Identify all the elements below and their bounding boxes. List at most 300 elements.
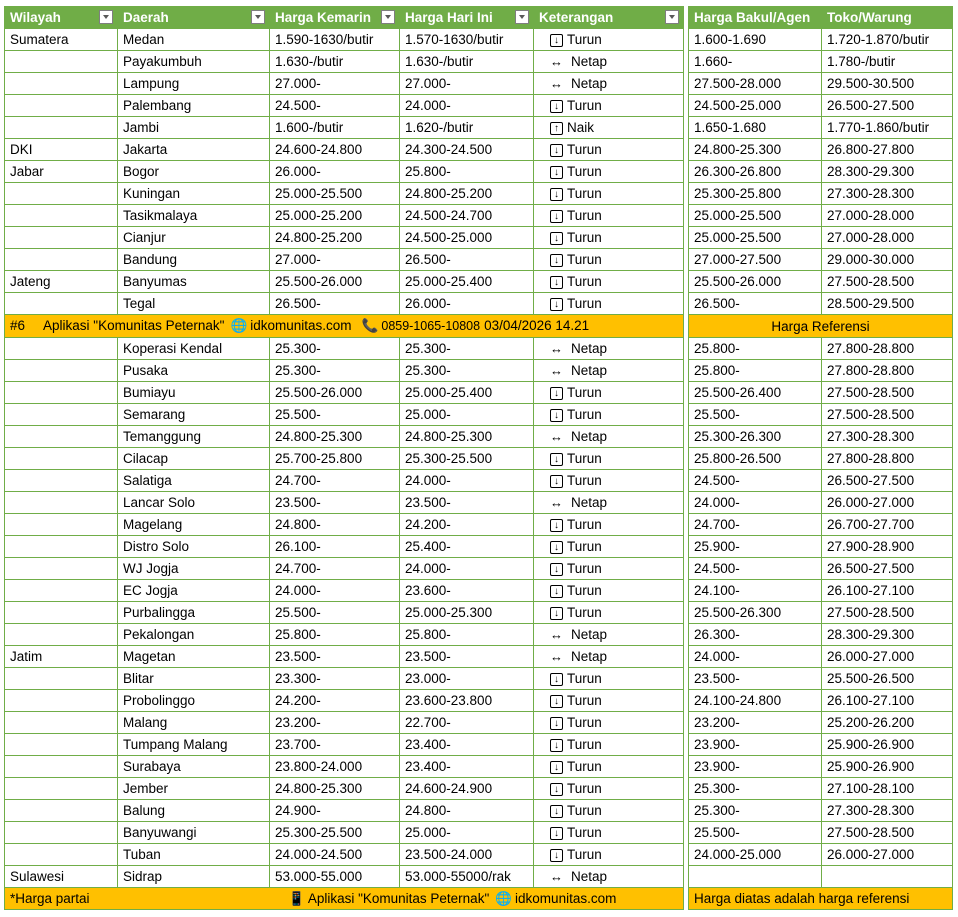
keterangan-label: Turun [567, 715, 602, 730]
cell-wilayah[interactable] [5, 249, 118, 271]
cell-daerah[interactable]: Balung [118, 800, 270, 822]
cell-keterangan[interactable] [534, 646, 684, 668]
cell-harga-kemarin[interactable]: 24.700- [270, 558, 400, 580]
cell-daerah[interactable]: Bogor [118, 161, 270, 183]
cell-toko-warung[interactable]: 26.500-27.500 [822, 95, 953, 117]
cell-keterangan[interactable] [534, 227, 684, 249]
cell-harga-hari-ini[interactable]: 25.800- [400, 624, 534, 646]
cell-harga-bakul[interactable]: 25.500-26.000 [689, 271, 822, 293]
cell-harga-bakul[interactable]: 25.000-25.500 [689, 205, 822, 227]
cell-toko-warung[interactable]: 27.300-28.300 [822, 800, 953, 822]
cell-harga-bakul[interactable]: 26.300- [689, 624, 822, 646]
cell-harga-bakul[interactable]: 24.500- [689, 558, 822, 580]
cell-harga-kemarin[interactable]: 23.200- [270, 712, 400, 734]
cell-daerah[interactable]: EC Jogja [118, 580, 270, 602]
cell-wilayah[interactable] [5, 800, 118, 822]
cell-harga-bakul[interactable]: 23.900- [689, 756, 822, 778]
cell-keterangan[interactable] [534, 29, 684, 51]
cell-harga-kemarin[interactable]: 27.000- [270, 73, 400, 95]
cell-harga-bakul[interactable]: 25.300- [689, 800, 822, 822]
cell-daerah[interactable]: WJ Jogja [118, 558, 270, 580]
cell-keterangan[interactable] [534, 514, 684, 536]
cell-wilayah[interactable]: Jabar [5, 161, 118, 183]
cell-toko-warung[interactable]: 1.780-/butir [822, 51, 953, 73]
cell-keterangan[interactable] [534, 778, 684, 800]
cell-harga-hari-ini[interactable]: 23.500- [400, 492, 534, 514]
cell-harga-bakul[interactable]: 25.500-26.400 [689, 382, 822, 404]
cell-wilayah[interactable] [5, 448, 118, 470]
cell-keterangan[interactable] [534, 624, 684, 646]
cell-keterangan[interactable] [534, 756, 684, 778]
cell-harga-hari-ini[interactable]: 23.600- [400, 580, 534, 602]
cell-daerah[interactable]: Malang [118, 712, 270, 734]
cell-wilayah[interactable] [5, 712, 118, 734]
cell-wilayah[interactable] [5, 602, 118, 624]
cell-keterangan[interactable] [534, 492, 684, 514]
cell-harga-kemarin[interactable]: 25.700-25.800 [270, 448, 400, 470]
column-header-keterangan: Keterangan [534, 7, 684, 29]
footer-website-link[interactable]: idkomunitas.com [515, 891, 617, 906]
cell-harga-kemarin[interactable]: 24.800-25.200 [270, 227, 400, 249]
cell-harga-hari-ini[interactable]: 27.000- [400, 73, 534, 95]
cell-harga-bakul[interactable]: 1.660- [689, 51, 822, 73]
cell-wilayah[interactable] [5, 183, 118, 205]
cell-toko-warung[interactable]: 29.500-30.500 [822, 73, 953, 95]
cell-harga-kemarin[interactable]: 23.800-24.000 [270, 756, 400, 778]
cell-keterangan[interactable] [534, 95, 684, 117]
cell-harga-bakul[interactable] [689, 866, 822, 888]
cell-daerah[interactable]: Semarang [118, 404, 270, 426]
cell-harga-bakul[interactable]: 1.600-1.690 [689, 29, 822, 51]
cell-keterangan[interactable] [534, 536, 684, 558]
filter-dropdown-icon[interactable] [381, 10, 395, 24]
cell-harga-bakul[interactable]: 24.000- [689, 492, 822, 514]
cell-toko-warung[interactable]: 1.770-1.860/butir [822, 117, 953, 139]
keterangan-label: Netap [571, 429, 608, 444]
cell-keterangan[interactable] [534, 866, 684, 888]
cell-harga-bakul[interactable]: 24.500- [689, 470, 822, 492]
cell-harga-hari-ini[interactable]: 26.500- [400, 249, 534, 271]
cell-keterangan[interactable] [534, 139, 684, 161]
cell-harga-kemarin[interactable]: 24.000-24.500 [270, 844, 400, 866]
cell-daerah[interactable]: Magelang [118, 514, 270, 536]
cell-wilayah[interactable] [5, 844, 118, 866]
cell-daerah[interactable]: Bandung [118, 249, 270, 271]
cell-daerah[interactable]: Lancar Solo [118, 492, 270, 514]
cell-toko-warung[interactable]: 25.900-26.900 [822, 756, 953, 778]
cell-keterangan[interactable] [534, 205, 684, 227]
cell-wilayah[interactable]: Jateng [5, 271, 118, 293]
cell-harga-bakul[interactable]: 24.100-24.800 [689, 690, 822, 712]
column-header-bakul: Harga Bakul/Agen [689, 7, 822, 29]
keterangan-label: Turun [567, 32, 602, 47]
cell-harga-kemarin[interactable]: 26.500- [270, 293, 400, 315]
cell-harga-kemarin[interactable]: 53.000-55.000 [270, 866, 400, 888]
cell-keterangan[interactable] [534, 404, 684, 426]
keterangan-label: Turun [567, 274, 602, 289]
cell-harga-kemarin[interactable]: 1.630-/butir [270, 51, 400, 73]
cell-daerah[interactable]: Surabaya [118, 756, 270, 778]
cell-wilayah[interactable] [5, 470, 118, 492]
cell-daerah[interactable]: Payakumbuh [118, 51, 270, 73]
cell-harga-hari-ini[interactable]: 24.600-24.900 [400, 778, 534, 800]
filter-dropdown-icon[interactable] [665, 10, 679, 24]
cell-wilayah[interactable] [5, 227, 118, 249]
cell-daerah[interactable]: Koperasi Kendal [118, 338, 270, 360]
cell-harga-bakul[interactable]: 26.500- [689, 293, 822, 315]
cell-harga-hari-ini[interactable]: 24.800- [400, 800, 534, 822]
cell-harga-hari-ini[interactable]: 23.500-24.000 [400, 844, 534, 866]
cell-keterangan[interactable] [534, 73, 684, 95]
cell-harga-hari-ini[interactable]: 25.000-25.400 [400, 382, 534, 404]
table-row [5, 844, 953, 866]
cell-toko-warung[interactable]: 26.800-27.800 [822, 139, 953, 161]
cell-keterangan[interactable] [534, 712, 684, 734]
cell-wilayah[interactable] [5, 580, 118, 602]
cell-harga-bakul[interactable]: 25.300-25.800 [689, 183, 822, 205]
cell-harga-hari-ini[interactable]: 22.700- [400, 712, 534, 734]
left-right-arrow-icon: ↔ [550, 649, 563, 664]
cell-toko-warung[interactable]: 26.100-27.100 [822, 580, 953, 602]
cell-harga-hari-ini[interactable]: 24.300-24.500 [400, 139, 534, 161]
cell-daerah[interactable]: Distro Solo [118, 536, 270, 558]
cell-wilayah[interactable] [5, 514, 118, 536]
cell-harga-kemarin[interactable]: 25.500-26.000 [270, 271, 400, 293]
cell-wilayah[interactable] [5, 536, 118, 558]
cell-toko-warung[interactable]: 26.500-27.500 [822, 558, 953, 580]
cell-keterangan[interactable] [534, 690, 684, 712]
keterangan-label: Turun [567, 451, 602, 466]
cell-daerah[interactable]: Jambi [118, 117, 270, 139]
cell-harga-hari-ini[interactable]: 25.000- [400, 404, 534, 426]
cell-harga-bakul[interactable]: 25.800- [689, 338, 822, 360]
cell-wilayah[interactable]: Sulawesi [5, 866, 118, 888]
table-row [5, 338, 953, 360]
table-row [5, 51, 953, 73]
footer-band [5, 888, 684, 910]
cell-wilayah[interactable] [5, 734, 118, 756]
keterangan-label: Netap [571, 341, 608, 356]
globe-icon: 🌐 [230, 318, 248, 333]
cell-harga-hari-ini[interactable]: 26.000- [400, 293, 534, 315]
cell-toko-warung[interactable]: 27.100-28.100 [822, 778, 953, 800]
cell-harga-hari-ini[interactable]: 24.500-25.000 [400, 227, 534, 249]
cell-harga-bakul[interactable]: 24.700- [689, 514, 822, 536]
table-row [5, 558, 953, 580]
cell-daerah[interactable]: Tegal [118, 293, 270, 315]
cell-toko-warung[interactable]: 27.500-28.500 [822, 822, 953, 844]
cell-wilayah[interactable] [5, 51, 118, 73]
cell-harga-hari-ini[interactable]: 24.800-25.200 [400, 183, 534, 205]
cell-harga-hari-ini[interactable]: 24.000- [400, 558, 534, 580]
cell-harga-bakul[interactable]: 25.300-26.300 [689, 426, 822, 448]
cell-harga-hari-ini[interactable]: 1.630-/butir [400, 51, 534, 73]
cell-daerah[interactable]: Temanggung [118, 426, 270, 448]
arrow-down-boxed-icon: ↓ [550, 695, 563, 708]
cell-wilayah[interactable] [5, 492, 118, 514]
cell-harga-hari-ini[interactable]: 25.000-25.400 [400, 271, 534, 293]
cell-harga-bakul[interactable]: 25.800- [689, 360, 822, 382]
cell-harga-kemarin[interactable]: 25.300- [270, 360, 400, 382]
cell-harga-hari-ini[interactable]: 25.400- [400, 536, 534, 558]
cell-toko-warung[interactable]: 26.000-27.000 [822, 492, 953, 514]
cell-harga-bakul[interactable]: 26.300-26.800 [689, 161, 822, 183]
cell-daerah[interactable]: Jakarta [118, 139, 270, 161]
cell-toko-warung[interactable]: 25.200-26.200 [822, 712, 953, 734]
cell-wilayah[interactable] [5, 404, 118, 426]
cell-harga-hari-ini[interactable]: 24.000- [400, 95, 534, 117]
cell-harga-hari-ini[interactable]: 23.400- [400, 756, 534, 778]
cell-harga-hari-ini[interactable]: 53.000-55000/rak [400, 866, 534, 888]
cell-keterangan[interactable] [534, 271, 684, 293]
cell-keterangan[interactable] [534, 183, 684, 205]
cell-daerah[interactable]: Purbalingga [118, 602, 270, 624]
cell-toko-warung[interactable]: 28.300-29.300 [822, 161, 953, 183]
cell-wilayah[interactable] [5, 117, 118, 139]
table-row [5, 293, 953, 315]
cell-harga-bakul[interactable]: 24.800-25.300 [689, 139, 822, 161]
cell-wilayah[interactable] [5, 668, 118, 690]
cell-harga-hari-ini[interactable]: 25.300-25.500 [400, 448, 534, 470]
cell-daerah[interactable]: Lampung [118, 73, 270, 95]
cell-daerah[interactable]: Pusaka [118, 360, 270, 382]
cell-harga-bakul[interactable]: 27.000-27.500 [689, 249, 822, 271]
cell-harga-kemarin[interactable]: 24.800-25.300 [270, 426, 400, 448]
arrow-down-boxed-icon: ↓ [550, 475, 563, 488]
cell-daerah[interactable]: Medan [118, 29, 270, 51]
cell-keterangan[interactable] [534, 426, 684, 448]
cell-toko-warung[interactable]: 27.800-28.800 [822, 448, 953, 470]
cell-toko-warung[interactable]: 27.000-28.000 [822, 205, 953, 227]
cell-keterangan[interactable] [534, 580, 684, 602]
cell-harga-hari-ini[interactable]: 24.800-25.300 [400, 426, 534, 448]
cell-harga-kemarin[interactable]: 24.800- [270, 514, 400, 536]
cell-harga-hari-ini[interactable]: 25.000-25.300 [400, 602, 534, 624]
cell-harga-hari-ini[interactable]: 23.500- [400, 646, 534, 668]
cell-keterangan[interactable] [534, 382, 684, 404]
cell-toko-warung[interactable]: 25.500-26.500 [822, 668, 953, 690]
table-row [5, 866, 953, 888]
cell-keterangan[interactable] [534, 448, 684, 470]
cell-harga-kemarin[interactable]: 25.000-25.200 [270, 205, 400, 227]
cell-harga-hari-ini[interactable]: 24.200- [400, 514, 534, 536]
cell-harga-hari-ini[interactable]: 24.000- [400, 470, 534, 492]
cell-harga-kemarin[interactable]: 24.200- [270, 690, 400, 712]
cell-keterangan[interactable] [534, 668, 684, 690]
cell-toko-warung[interactable] [822, 866, 953, 888]
cell-wilayah[interactable] [5, 624, 118, 646]
cell-toko-warung[interactable]: 26.000-27.000 [822, 844, 953, 866]
cell-harga-kemarin[interactable]: 24.900- [270, 800, 400, 822]
cell-harga-bakul[interactable]: 23.200- [689, 712, 822, 734]
cell-daerah[interactable]: Banyumas [118, 271, 270, 293]
cell-harga-kemarin[interactable]: 24.500- [270, 95, 400, 117]
mobile-phone-icon: 📱 [288, 891, 305, 906]
cell-toko-warung[interactable]: 29.000-30.000 [822, 249, 953, 271]
cell-harga-bakul[interactable]: 25.500- [689, 404, 822, 426]
filter-dropdown-icon[interactable] [99, 10, 113, 24]
cell-keterangan[interactable] [534, 800, 684, 822]
cell-harga-bakul[interactable]: 1.650-1.680 [689, 117, 822, 139]
cell-harga-hari-ini[interactable]: 23.600-23.800 [400, 690, 534, 712]
cell-harga-kemarin[interactable]: 24.700- [270, 470, 400, 492]
cell-harga-bakul[interactable]: 24.000-25.000 [689, 844, 822, 866]
cell-harga-bakul[interactable]: 24.000- [689, 646, 822, 668]
cell-wilayah[interactable] [5, 338, 118, 360]
cell-wilayah[interactable] [5, 558, 118, 580]
cell-keterangan[interactable] [534, 51, 684, 73]
cell-toko-warung[interactable]: 27.800-28.800 [822, 360, 953, 382]
cell-keterangan[interactable] [534, 844, 684, 866]
cell-wilayah[interactable] [5, 382, 118, 404]
table-row [5, 492, 953, 514]
keterangan-label: Turun [567, 252, 602, 267]
cell-keterangan[interactable] [534, 161, 684, 183]
cell-harga-kemarin[interactable]: 24.800-25.300 [270, 778, 400, 800]
cell-harga-bakul[interactable]: 25.500-26.300 [689, 602, 822, 624]
cell-wilayah[interactable] [5, 778, 118, 800]
cell-harga-bakul[interactable]: 25.300- [689, 778, 822, 800]
cell-harga-kemarin[interactable]: 25.300-25.500 [270, 822, 400, 844]
cell-daerah[interactable]: Salatiga [118, 470, 270, 492]
cell-keterangan[interactable] [534, 470, 684, 492]
cell-toko-warung[interactable]: 26.700-27.700 [822, 514, 953, 536]
cell-harga-kemarin[interactable]: 27.000- [270, 249, 400, 271]
cell-toko-warung[interactable]: 26.100-27.100 [822, 690, 953, 712]
cell-harga-bakul[interactable]: 27.500-28.000 [689, 73, 822, 95]
cell-keterangan[interactable] [534, 338, 684, 360]
cell-toko-warung[interactable]: 27.500-28.500 [822, 404, 953, 426]
cell-daerah[interactable]: Tasikmalaya [118, 205, 270, 227]
cell-toko-warung[interactable]: 1.720-1.870/butir [822, 29, 953, 51]
cell-harga-kemarin[interactable]: 26.000- [270, 161, 400, 183]
cell-harga-hari-ini[interactable]: 25.300- [400, 338, 534, 360]
cell-wilayah[interactable] [5, 205, 118, 227]
cell-daerah[interactable]: Palembang [118, 95, 270, 117]
cell-wilayah[interactable] [5, 73, 118, 95]
cell-keterangan[interactable] [534, 360, 684, 382]
cell-harga-bakul[interactable]: 23.500- [689, 668, 822, 690]
cell-keterangan[interactable] [534, 117, 684, 139]
cell-toko-warung[interactable]: 27.000-28.000 [822, 227, 953, 249]
cell-daerah[interactable]: Cianjur [118, 227, 270, 249]
cell-wilayah[interactable]: Jatim [5, 646, 118, 668]
cell-daerah[interactable]: Bumiayu [118, 382, 270, 404]
cell-toko-warung[interactable]: 27.500-28.500 [822, 382, 953, 404]
cell-harga-kemarin[interactable]: 23.300- [270, 668, 400, 690]
cell-harga-bakul[interactable]: 25.900- [689, 536, 822, 558]
cell-daerah[interactable]: Magetan [118, 646, 270, 668]
cell-harga-kemarin[interactable]: 23.700- [270, 734, 400, 756]
cell-toko-warung[interactable]: 27.800-28.800 [822, 338, 953, 360]
cell-daerah[interactable]: Blitar [118, 668, 270, 690]
cell-toko-warung[interactable]: 26.500-27.500 [822, 470, 953, 492]
cell-wilayah[interactable] [5, 293, 118, 315]
cell-wilayah[interactable] [5, 95, 118, 117]
cell-harga-bakul[interactable]: 25.500- [689, 822, 822, 844]
cell-daerah[interactable]: Kuningan [118, 183, 270, 205]
cell-harga-kemarin[interactable]: 25.500-26.000 [270, 382, 400, 404]
cell-harga-hari-ini[interactable]: 25.800- [400, 161, 534, 183]
cell-keterangan[interactable] [534, 734, 684, 756]
cell-harga-hari-ini[interactable]: 23.000- [400, 668, 534, 690]
cell-harga-bakul[interactable]: 25.000-25.500 [689, 227, 822, 249]
cell-toko-warung[interactable]: 28.300-29.300 [822, 624, 953, 646]
cell-harga-kemarin[interactable]: 25.300- [270, 338, 400, 360]
cell-harga-kemarin[interactable]: 23.500- [270, 492, 400, 514]
cell-harga-bakul[interactable]: 25.800-26.500 [689, 448, 822, 470]
cell-wilayah[interactable] [5, 756, 118, 778]
filter-dropdown-icon[interactable] [515, 10, 529, 24]
left-right-arrow-icon: ↔ [550, 429, 563, 444]
cell-wilayah[interactable] [5, 426, 118, 448]
cell-toko-warung[interactable]: 25.900-26.900 [822, 734, 953, 756]
cell-toko-warung[interactable]: 27.300-28.300 [822, 426, 953, 448]
website-link[interactable]: idkomunitas.com [250, 318, 352, 333]
cell-harga-bakul[interactable]: 24.500-25.000 [689, 95, 822, 117]
cell-toko-warung[interactable]: 28.500-29.500 [822, 293, 953, 315]
cell-keterangan[interactable] [534, 293, 684, 315]
cell-harga-hari-ini[interactable]: 23.400- [400, 734, 534, 756]
cell-harga-hari-ini[interactable]: 25.000- [400, 822, 534, 844]
cell-toko-warung[interactable]: 26.000-27.000 [822, 646, 953, 668]
cell-toko-warung[interactable]: 27.500-28.500 [822, 271, 953, 293]
cell-wilayah[interactable] [5, 360, 118, 382]
cell-harga-kemarin[interactable]: 24.000- [270, 580, 400, 602]
cell-harga-kemarin[interactable]: 26.100- [270, 536, 400, 558]
cell-harga-kemarin[interactable]: 25.500- [270, 404, 400, 426]
cell-toko-warung[interactable]: 27.900-28.900 [822, 536, 953, 558]
cell-daerah[interactable]: Jember [118, 778, 270, 800]
cell-keterangan[interactable] [534, 249, 684, 271]
cell-wilayah[interactable]: DKI [5, 139, 118, 161]
cell-harga-hari-ini[interactable]: 24.500-24.700 [400, 205, 534, 227]
cell-keterangan[interactable] [534, 558, 684, 580]
cell-daerah[interactable]: Tumpang Malang [118, 734, 270, 756]
cell-daerah[interactable]: Cilacap [118, 448, 270, 470]
cell-harga-hari-ini[interactable]: 25.300- [400, 360, 534, 382]
cell-daerah[interactable]: Sidrap [118, 866, 270, 888]
cell-harga-hari-ini[interactable]: 1.620-/butir [400, 117, 534, 139]
cell-daerah[interactable]: Banyuwangi [118, 822, 270, 844]
cell-toko-warung[interactable]: 27.300-28.300 [822, 183, 953, 205]
cell-wilayah[interactable] [5, 690, 118, 712]
page-number: #6 [10, 318, 26, 333]
cell-harga-kemarin[interactable]: 1.590-1630/butir [270, 29, 400, 51]
cell-keterangan[interactable] [534, 822, 684, 844]
keterangan-label: Netap [571, 649, 608, 664]
cell-harga-kemarin[interactable]: 24.600-24.800 [270, 139, 400, 161]
cell-harga-hari-ini[interactable]: 1.570-1630/butir [400, 29, 534, 51]
cell-harga-kemarin[interactable]: 25.500- [270, 602, 400, 624]
cell-harga-kemarin[interactable]: 25.800- [270, 624, 400, 646]
cell-daerah[interactable]: Tuban [118, 844, 270, 866]
cell-harga-kemarin[interactable]: 25.000-25.500 [270, 183, 400, 205]
cell-wilayah[interactable] [5, 822, 118, 844]
cell-wilayah[interactable]: Sumatera [5, 29, 118, 51]
arrow-down-boxed-icon: ↓ [550, 34, 563, 47]
cell-keterangan[interactable] [534, 602, 684, 624]
cell-daerah[interactable]: Probolinggo [118, 690, 270, 712]
filter-dropdown-icon[interactable] [251, 10, 265, 24]
cell-harga-kemarin[interactable]: 23.500- [270, 646, 400, 668]
cell-harga-bakul[interactable]: 24.100- [689, 580, 822, 602]
cell-daerah[interactable]: Pekalongan [118, 624, 270, 646]
cell-toko-warung[interactable]: 27.500-28.500 [822, 602, 953, 624]
cell-harga-bakul[interactable]: 23.900- [689, 734, 822, 756]
cell-harga-kemarin[interactable]: 1.600-/butir [270, 117, 400, 139]
arrow-down-boxed-icon: ↓ [550, 254, 563, 267]
